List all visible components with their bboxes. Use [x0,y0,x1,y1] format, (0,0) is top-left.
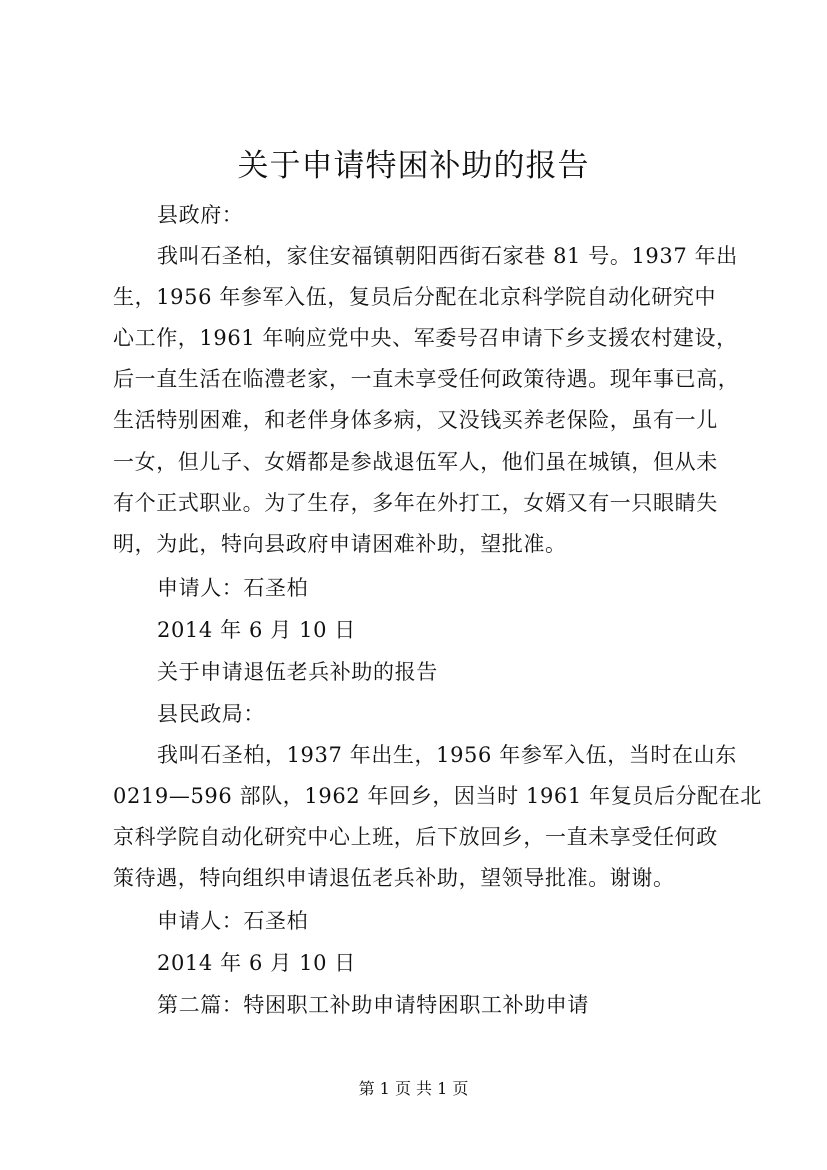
document-title: 关于申请特困补助的报告 [237,148,590,184]
paragraph-line: 我叫石圣柏，1937 年出生，1956 年参军入伍，当时在山东 [157,743,737,767]
date-line: 2014 年 6 月 10 日 [157,951,356,975]
applicant-line: 申请人：石圣柏 [157,576,309,600]
paragraph-line: 我叫石圣柏，家住安福镇朝阳西街石家巷 81 号。1937 年出 [157,244,738,268]
section-subtitle: 关于申请退伍老兵补助的报告 [157,660,438,684]
paragraph-line: 心工作，1961 年响应党中央、军委号召申请下乡支援农村建设， [113,326,738,350]
applicant-line: 申请人：石圣柏 [157,909,309,933]
addressee-civil-affairs: 县民政局： [157,702,265,726]
paragraph-line: 后一直生活在临澧老家，一直未享受任何政策待遇。现年事已高， [113,367,740,391]
paragraph-line: 有个正式职业。为了生存，多年在外打工，女婿又有一只眼睛失 [113,491,718,515]
page-footer: 第 1 页 共 1 页 [358,1079,469,1098]
paragraph-line: 0219—596 部队，1962 年回乡，因当时 1961 年复员后分配在北 [113,784,762,808]
paragraph-line: 明，为此，特向县政府申请困难补助，望批准。 [113,532,567,556]
section-heading: 第二篇：特困职工补助申请特困职工补助申请 [157,993,589,1017]
paragraph-line: 一女，但儿子、女婿都是参战退伍军人，他们虽在城镇，但从未 [113,450,718,474]
date-line: 2014 年 6 月 10 日 [157,618,356,642]
paragraph-line: 策待遇，特向组织申请退伍老兵补助，望领导批准。谢谢。 [113,866,675,890]
paragraph-line: 生活特别困难，和老伴身体多病，又没钱买养老保险，虽有一儿 [113,408,718,432]
paragraph-line: 生，1956 年参军入伍，复员后分配在北京科学院自动化研究中 [113,285,717,309]
addressee-county-government: 县政府： [157,203,244,227]
paragraph-line: 京科学院自动化研究中心上班，后下放回乡，一直未享受任何政 [113,825,718,849]
